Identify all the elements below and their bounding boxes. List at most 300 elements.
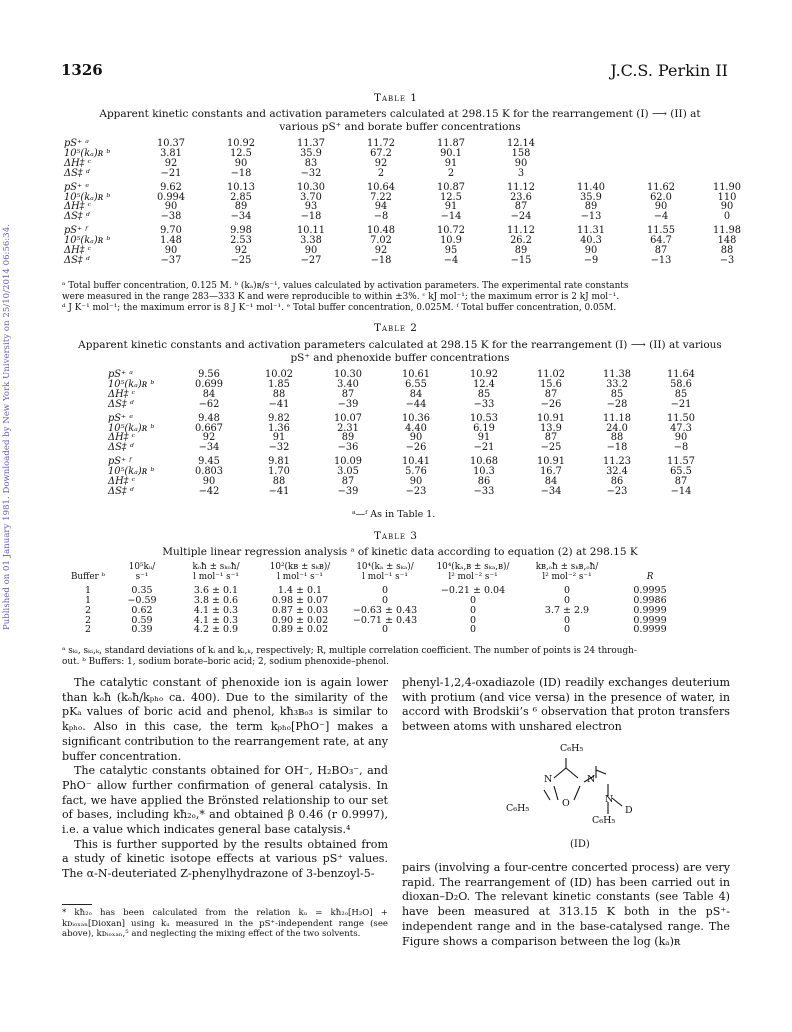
- table-cell: −23: [405, 485, 427, 497]
- table-cell: 9.56: [198, 369, 220, 380]
- table-cell: 9.81: [268, 456, 290, 468]
- table-cell: 6.55: [405, 378, 427, 390]
- table-cell: 87: [544, 432, 558, 444]
- table-cell: 1.48: [160, 235, 182, 247]
- table-cell: 92: [202, 432, 216, 444]
- table1-label: Table 1: [374, 92, 418, 104]
- table-cell: [626, 159, 696, 169]
- table-cell: −34: [230, 211, 252, 223]
- table-cell: 10.30: [333, 369, 363, 380]
- table-cell: 10.68: [469, 456, 499, 468]
- table-cell: −25: [230, 254, 252, 266]
- table-cell: −34: [540, 485, 562, 497]
- table-cell: 11.31: [576, 225, 606, 237]
- table-cell: 0: [469, 614, 477, 626]
- table-cell: [696, 149, 758, 159]
- table3-footnotes: [62, 646, 732, 668]
- table2-caption-line1: Apparent kinetic constants and activation parameters calculated at 298.15 K for the rearrangement (I) ⟶ (II) at various: [78, 339, 722, 351]
- table-cell: 89: [584, 201, 598, 213]
- column-header: kₒħ ± sₖₒħ/: [192, 562, 240, 572]
- table-cell: −33: [473, 398, 495, 410]
- table-cell: −41: [268, 398, 290, 410]
- table-cell: 2.85: [230, 191, 252, 203]
- table-cell: 11.38: [602, 369, 632, 380]
- column-header: 10⁵kᵤ/: [128, 562, 156, 572]
- right-paragraph-1: phenyl-1,2,4-oxadiazole (ID) readily exchanges deuterium with protium (and vice versa) in the presence of water, in accord with Brodskii’s ⁶ observation that proton transfers between atoms with unshared electron: [402, 676, 730, 734]
- table-cell: 0: [723, 211, 731, 223]
- table-cell: 62.0: [650, 191, 672, 203]
- table-cell: 86: [477, 476, 491, 488]
- row-label: pS⁺ ᵃ: [64, 138, 89, 149]
- table-cell: 0: [381, 584, 389, 596]
- table-cell: −27: [300, 254, 322, 266]
- footnote-rule: [62, 904, 92, 905]
- table-cell: 3.05: [337, 466, 359, 478]
- row-label: ΔH‡ ᶜ: [108, 388, 136, 400]
- table-cell: 0.59: [131, 614, 153, 626]
- table-cell: −18: [370, 254, 392, 266]
- table-cell: 11.02: [536, 369, 566, 380]
- table-cell: −37: [160, 254, 182, 266]
- table-cell: 4.2 ± 0.9: [193, 624, 239, 636]
- row-label: pS⁺ ᵉ: [108, 412, 134, 424]
- table-cell: 10.30: [296, 181, 326, 193]
- table-cell: 1: [84, 584, 92, 596]
- table-cell: 87: [544, 388, 558, 400]
- table-cell: −8: [373, 211, 389, 223]
- table-cell: 32.4: [606, 466, 628, 478]
- structure-atom-n2: N: [587, 774, 596, 785]
- table-cell: 0.89 ± 0.02: [271, 624, 329, 636]
- table-row: [62, 212, 758, 222]
- table-cell: 0.803: [194, 466, 224, 478]
- table-cell: 87: [341, 388, 355, 400]
- table-cell: 11.98: [712, 225, 742, 237]
- table-cell: 91: [477, 432, 491, 444]
- table-cell: [696, 169, 758, 179]
- table-cell: 90: [654, 201, 668, 213]
- column-header: l mol⁻¹ s⁻¹: [193, 571, 239, 582]
- table-cell: −0.63 ± 0.43: [352, 604, 418, 616]
- table-cell: −18: [230, 167, 252, 179]
- table2-footnote: ᵃ—ᶠ As in Table 1.: [352, 509, 436, 520]
- table-cell: 93: [304, 201, 318, 213]
- table-cell: 87: [341, 476, 355, 488]
- table-cell: 1.36: [268, 422, 290, 434]
- table-cell: 11.57: [666, 456, 696, 468]
- column-header: 10⁴(kₐ ± sₖₐ)/: [356, 562, 414, 572]
- row-label: ΔH‡ ᶜ: [64, 157, 92, 169]
- table3-footnote-2: out. ᵇ Buffers: 1, sodium borate–boric acid; 2, sodium phenoxide–phenol.: [62, 657, 389, 667]
- table-cell: 0: [563, 624, 571, 636]
- table-cell: 16.7: [540, 466, 562, 478]
- table-cell: 0.9999: [633, 614, 667, 626]
- table-cell: 33.2: [606, 378, 628, 390]
- table-cell: 88: [720, 245, 734, 257]
- table-cell: −3: [719, 254, 735, 266]
- column-header: l² mol⁻² s⁻¹: [448, 571, 498, 582]
- table-cell: 88: [610, 432, 624, 444]
- table-cell: 89: [514, 245, 528, 257]
- table3-label: Table 3: [374, 530, 418, 542]
- row-label: ΔH‡ ᶜ: [64, 245, 92, 257]
- row-label: 10⁵(kₐ)ʀ ᵇ: [64, 147, 111, 159]
- structure-atom-bottom: C₆H₅: [592, 815, 616, 826]
- column-header: Buffer ᵇ: [70, 571, 106, 582]
- table1-footnotes: [62, 281, 732, 314]
- table-cell: −34: [198, 442, 220, 454]
- structure-label: (ID): [570, 839, 590, 850]
- table-cell: 92: [164, 157, 178, 169]
- table1-footnote-3: ᵈ J K⁻¹ mol⁻¹; the maximum error is 8 J K⁻¹ mol⁻¹. ᵉ Total buffer concentration, 0.025M. ᶠ Total buffer concentration, 0.05M.: [62, 303, 617, 313]
- table-cell: 10.53: [469, 412, 499, 424]
- table-cell: 90: [234, 157, 248, 169]
- table-cell: 95: [444, 245, 458, 257]
- table-cell: 2: [84, 614, 92, 626]
- table-cell: 0.9999: [633, 604, 667, 616]
- table-cell: 0: [563, 594, 571, 606]
- row-label: ΔH‡ ᶜ: [108, 432, 136, 444]
- table-cell: 0: [469, 594, 477, 606]
- table-cell: −32: [300, 167, 322, 179]
- table-cell: 90: [584, 245, 598, 257]
- table-cell: 0.35: [131, 584, 153, 596]
- table-cell: 3.8 ± 0.6: [193, 594, 239, 606]
- table-cell: 65.5: [670, 466, 692, 478]
- table-cell: −42: [198, 485, 220, 497]
- table-cell: 0.699: [194, 378, 224, 390]
- table-cell: 10.91: [536, 412, 566, 424]
- table-cell: 85: [477, 388, 491, 400]
- table-cell: 90.1: [440, 147, 462, 159]
- left-paragraph-2: The catalytic constants obtained for OH⁻, H₂BO₃⁻, and PhO⁻ allow further confirmation of general catalysis. In fact, we have applied the Brönsted relationship to our set of bases, including kħ₂ₒ,* and obtained β 0.46 (r 0.9997), i.e. a value which indicates general base catalysis.⁴: [62, 764, 388, 837]
- table-cell: 13.9: [540, 422, 562, 434]
- table-cell: −18: [606, 442, 628, 454]
- table-cell: 12.5: [440, 191, 462, 203]
- table-cell: 3.70: [300, 191, 322, 203]
- table-cell: 10.07: [333, 412, 363, 424]
- table-cell: 88: [272, 388, 286, 400]
- table-cell: 11.12: [506, 181, 536, 193]
- table-cell: −21: [160, 167, 182, 179]
- table-cell: 0.90 ± 0.02: [271, 614, 329, 626]
- table3-footnote-1: ᵃ sₖᵢ, sₖᵢ,ₖ, standard deviations of kᵢ and kᵢ,ₖ, respectively; R, multiple correlation coefficient. The number of points is 24 through-: [62, 646, 637, 656]
- table-cell: −21: [473, 442, 495, 454]
- table-cell: 2: [447, 167, 455, 179]
- table-cell: 10.11: [296, 225, 326, 237]
- column-header: 10⁴(kₐ,ʙ ± sₖₐ,ʙ)/: [436, 562, 510, 572]
- table-cell: 85: [674, 388, 688, 400]
- table-cell: 9.82: [268, 412, 290, 424]
- table-cell: −26: [405, 442, 427, 454]
- table3-caption: Multiple linear regression analysis ᵃ of kinetic data according to equation (2) at 298.15 K: [162, 546, 638, 558]
- table-cell: 90: [514, 157, 528, 169]
- table-cell: 2: [84, 624, 92, 636]
- table-cell: 11.72: [366, 138, 396, 149]
- table-row: [66, 583, 684, 596]
- column-header: l mol⁻¹ s⁻¹: [362, 571, 408, 582]
- table-cell: 110: [717, 191, 737, 203]
- table1-footnote-1: ᵃ Total buffer concentration, 0.125 M. ᵇ (kₐ)ʀ/s⁻¹, values calculated by activation parameters. The experimental rate constants: [62, 281, 629, 291]
- table-cell: −0.71 ± 0.43: [352, 614, 418, 626]
- table-cell: 11.23: [602, 456, 632, 468]
- table-cell: 12.5: [230, 147, 252, 159]
- table-cell: 87: [674, 476, 688, 488]
- table-cell: −15: [510, 254, 532, 266]
- table-cell: [696, 139, 758, 149]
- table-row: [66, 625, 684, 635]
- table-cell: −4: [653, 211, 669, 223]
- column-header: kʙ,ₒħ ± sₖʙ,ₒħ/: [535, 562, 599, 572]
- row-label: ΔH‡ ᶜ: [108, 476, 136, 488]
- table-cell: [556, 149, 626, 159]
- table-cell: 0.667: [194, 422, 224, 434]
- column-header: R: [646, 571, 654, 582]
- table-cell: 10.9: [440, 235, 462, 247]
- table-cell: −0.59: [127, 594, 157, 606]
- table-cell: 87: [514, 201, 528, 213]
- table-cell: −8: [673, 442, 689, 454]
- table-cell: 90: [202, 476, 216, 488]
- table-cell: 11.37: [296, 138, 326, 149]
- table-cell: −44: [405, 398, 427, 410]
- table-cell: −38: [160, 211, 182, 223]
- table-cell: −62: [198, 398, 220, 410]
- table-cell: 90: [304, 245, 318, 257]
- table-cell: 83: [304, 157, 318, 169]
- table-row: [62, 222, 758, 236]
- table-cell: 11.62: [646, 181, 676, 193]
- table-cell: −33: [473, 485, 495, 497]
- table-cell: 0: [381, 594, 389, 606]
- row-label: 10⁵(kₐ)ʀ ᵇ: [64, 191, 111, 203]
- table-cell: 6.19: [473, 422, 495, 434]
- structure-ID-drawing: [510, 738, 660, 850]
- table1-footnote-2: were measured in the range 283—333 K and were reproducible to within ±3%. ᶜ kJ mol⁻¹; the maximum error is 2 kJ mol⁻¹.: [62, 292, 620, 302]
- table3: [66, 563, 684, 635]
- table-cell: −14: [440, 211, 462, 223]
- table-cell: 0: [381, 624, 389, 636]
- table-row: [106, 453, 712, 467]
- table-cell: −26: [540, 398, 562, 410]
- table-cell: [626, 139, 696, 149]
- row-label: ΔS‡ ᵈ: [108, 442, 134, 454]
- table-cell: 10.3: [473, 466, 495, 478]
- table-cell: 0: [563, 584, 571, 596]
- table2-caption-line2: pS⁺ and phenoxide buffer concentrations: [290, 352, 510, 364]
- table-row: [62, 179, 758, 193]
- table-cell: 0.62: [131, 604, 153, 616]
- table-cell: 9.62: [160, 181, 182, 193]
- table-cell: 10.36: [401, 412, 431, 424]
- table-cell: 3: [517, 167, 525, 179]
- row-label: 10⁵(kₐ)ʀ ᵇ: [64, 235, 111, 247]
- table-cell: 2: [377, 167, 385, 179]
- table-cell: [626, 169, 696, 179]
- table-cell: 90: [674, 432, 688, 444]
- table-cell: 10.87: [436, 181, 466, 193]
- row-label: ΔS‡ ᵈ: [64, 167, 90, 179]
- row-label: 10⁵(kₐ)ʀ ᵇ: [108, 378, 155, 390]
- table-cell: 11.50: [666, 412, 696, 424]
- table-cell: 92: [374, 157, 388, 169]
- left-paragraph-3: This is further supported by the results obtained from a study of kinetic isotope effects at various pS⁺ values. The α-N-deuteriated Z-phenylhydrazone of 3-benzoyl-5-: [62, 837, 388, 881]
- table-cell: 89: [341, 432, 355, 444]
- table-cell: 11.12: [506, 225, 536, 237]
- table-cell: 64.7: [650, 235, 672, 247]
- table-cell: 84: [544, 476, 558, 488]
- table-cell: −4: [443, 254, 459, 266]
- table-cell: 47.3: [670, 422, 692, 434]
- table2: [106, 370, 712, 497]
- table-cell: 0.98 ± 0.07: [271, 594, 329, 606]
- table-cell: 10.64: [366, 181, 396, 193]
- table-row: [66, 616, 684, 626]
- table-cell: −28: [606, 398, 628, 410]
- table-row: [106, 443, 712, 453]
- table-cell: [556, 169, 626, 179]
- table-cell: 158: [511, 147, 531, 159]
- table-cell: 10.92: [469, 369, 499, 380]
- table-cell: 0.9999: [633, 624, 667, 636]
- table-cell: 92: [374, 245, 388, 257]
- structure-atom-left: C₆H₅: [506, 803, 530, 814]
- table-cell: 2.53: [230, 235, 252, 247]
- table-cell: −32: [268, 442, 290, 454]
- table1: [62, 139, 758, 266]
- table-cell: −14: [670, 485, 692, 497]
- table-cell: 0: [469, 604, 477, 616]
- table-cell: 11.55: [646, 225, 676, 237]
- table-cell: 3.81: [160, 147, 182, 159]
- table-cell: 84: [202, 388, 216, 400]
- table-cell: 91: [444, 157, 458, 169]
- table-cell: 11.90: [712, 181, 742, 193]
- structure-atom-top: C₆H₅: [560, 743, 584, 754]
- table-cell: 148: [717, 235, 737, 247]
- column-header: s⁻¹: [135, 571, 149, 582]
- table-cell: 10.41: [401, 456, 431, 468]
- row-label: ΔS‡ ᵈ: [108, 398, 134, 410]
- table-cell: 94: [374, 201, 388, 213]
- table-cell: 0.9986: [633, 594, 667, 606]
- table-cell: 7.02: [370, 235, 392, 247]
- header-row: [66, 573, 684, 583]
- table-cell: 90: [164, 201, 178, 213]
- table-cell: 35.9: [580, 191, 602, 203]
- table-cell: −24: [510, 211, 532, 223]
- table-cell: 0.994: [156, 191, 186, 203]
- left-column: [62, 676, 388, 882]
- table-cell: −9: [583, 254, 599, 266]
- table-cell: 11.64: [666, 369, 696, 380]
- table-cell: 4.1 ± 0.3: [193, 614, 239, 626]
- table-cell: 11.18: [602, 412, 632, 424]
- table-cell: 10.61: [401, 369, 431, 380]
- table-cell: −25: [540, 442, 562, 454]
- table-cell: 0: [469, 624, 477, 636]
- table-cell: 84: [409, 388, 423, 400]
- column-header: l mol⁻¹ s⁻¹: [277, 571, 323, 582]
- table-cell: 90: [720, 201, 734, 213]
- table-cell: 90: [409, 432, 423, 444]
- table-cell: 40.3: [580, 235, 602, 247]
- row-label: pS⁺ ᵉ: [64, 181, 90, 193]
- structure-atom-o: O: [562, 798, 570, 809]
- table-cell: 23.6: [510, 191, 532, 203]
- table-cell: [556, 139, 626, 149]
- table-cell: −0.21 ± 0.04: [440, 584, 506, 596]
- row-label: ΔS‡ ᵈ: [64, 211, 90, 223]
- table-cell: 85: [610, 388, 624, 400]
- row-label: pS⁺ ᵃ: [108, 369, 133, 380]
- column-header: l² mol⁻² s⁻¹: [542, 571, 592, 582]
- table-cell: [696, 159, 758, 169]
- table-cell: 26.2: [510, 235, 532, 247]
- table-cell: [556, 159, 626, 169]
- table-cell: 9.45: [198, 456, 220, 468]
- table-cell: 35.9: [300, 147, 322, 159]
- table-cell: 0.9995: [633, 584, 667, 596]
- table-cell: 0.39: [131, 624, 153, 636]
- table-row: [62, 256, 758, 266]
- table-cell: 10.09: [333, 456, 363, 468]
- structure-atom-d: D: [625, 805, 633, 816]
- table-cell: 10.72: [436, 225, 466, 237]
- table-cell: 2.31: [337, 422, 359, 434]
- left-paragraph-1: The catalytic constant of phenoxide ion is again lower than kₒħ (kₒħ/kₚₕₒ ca. 400). Due to the similarity of the pKₐ values of boric acid and phenol, kħ₃ʙₒ₃ is similar to kₚₕₒ. Also in this case, the term kₚₕₒ[PhO⁻] makes a significant contribution to the rearrangement rate, at any buffer concentration.: [62, 676, 388, 763]
- table-cell: 10.91: [536, 456, 566, 468]
- table-cell: −39: [337, 485, 359, 497]
- table-row: [106, 410, 712, 424]
- table-cell: 12.4: [473, 378, 495, 390]
- table-cell: −41: [268, 485, 290, 497]
- table1-caption-line1: Apparent kinetic constants and activation parameters calculated at 298.15 K for the rearrangement (I) ⟶ (II) at: [99, 108, 701, 120]
- table-cell: 3.6 ± 0.1: [193, 584, 239, 596]
- table-cell: 0: [563, 614, 571, 626]
- table-cell: 9.98: [230, 225, 252, 237]
- table-cell: [626, 149, 696, 159]
- table-cell: 10.13: [226, 181, 256, 193]
- table-cell: −36: [337, 442, 359, 454]
- table1-caption-line2: various pS⁺ and borate buffer concentrations: [279, 121, 521, 133]
- table-cell: 0.87 ± 0.03: [271, 604, 329, 616]
- row-label: 10⁵(kₐ)ʀ ᵇ: [108, 422, 155, 434]
- table-cell: 4.40: [405, 422, 427, 434]
- table-cell: 89: [234, 201, 248, 213]
- table-cell: 91: [444, 201, 458, 213]
- row-label: ΔS‡ ᵈ: [64, 254, 90, 266]
- table-cell: 10.37: [156, 138, 186, 149]
- table-cell: 11.87: [436, 138, 466, 149]
- table-cell: 86: [610, 476, 624, 488]
- structure-atom-n1: N: [544, 774, 553, 785]
- table-cell: 90: [164, 245, 178, 257]
- page-number: 1326: [61, 61, 103, 79]
- row-label: 10⁵(kₐ)ʀ ᵇ: [108, 466, 155, 478]
- table2-label: Table 2: [374, 322, 418, 334]
- row-label: ΔH‡ ᶜ: [64, 201, 92, 213]
- right-paragraph-2: pairs (involving a four-centre concerted process) are very rapid. The rearrangement of (ID) has been carried out in dioxan–D₂O. The relevant kinetic constants (see Table 4) have been measured at 313.15 K both in the pS⁺-independent range and in the base-catalysed range. The Figure shows a comparison between the log (kₐ)ʀ: [402, 861, 730, 948]
- left-footnote: * kħ₂ₒ has been calculated from the relation kᵤ = kħ₂ₒ[H₂O] + kᴅᵢₒₓₐₙ[Dioxan] using kᵤ measured in the pS⁺-independent range (see above), kᴅᵢₒₓₐₙ,⁵ and neglecting the mixing effect of the two solvents.: [62, 908, 388, 939]
- table-cell: 24.0: [606, 422, 628, 434]
- table-cell: −18: [300, 211, 322, 223]
- table-cell: 7.22: [370, 191, 392, 203]
- structure-atom-n3: N: [605, 794, 614, 805]
- table-cell: 90: [409, 476, 423, 488]
- table-cell: 3.38: [300, 235, 322, 247]
- table-cell: 1.85: [268, 378, 290, 390]
